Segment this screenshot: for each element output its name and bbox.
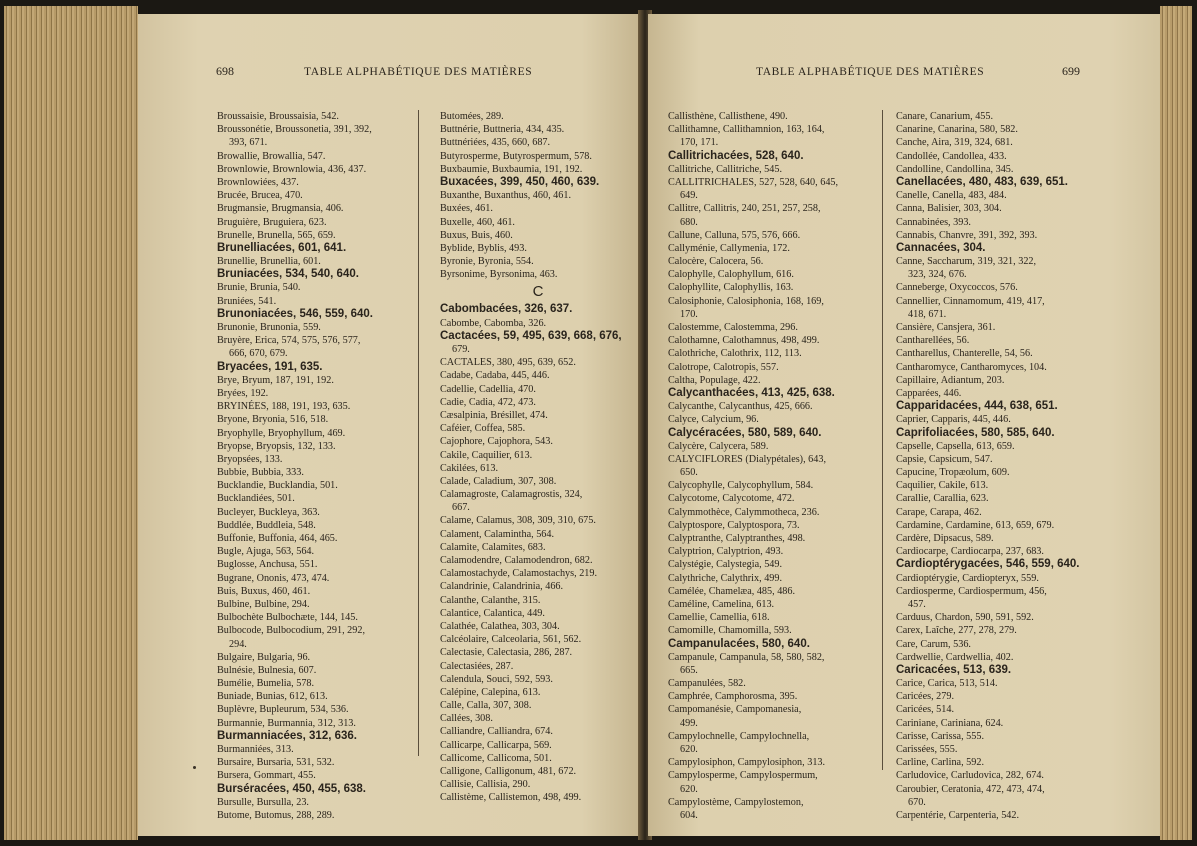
index-entry: Bryopse, Bryopsis, 132, 133. <box>217 440 336 452</box>
index-entry: Brunelliacées, 601, 641. <box>217 241 347 254</box>
index-entry: Canarine, Canarina, 580, 582. <box>896 124 1018 136</box>
index-entry: Cardwellie, Cardwellia, 402. <box>896 651 1014 663</box>
index-entry: Buxelle, 460, 461. <box>440 216 515 228</box>
index-entry: Bursera, Gommart, 455. <box>217 770 316 782</box>
index-entry: Bugrane, Ononis, 473, 474. <box>217 572 330 584</box>
index-entry: 650. <box>680 467 698 479</box>
index-entry: Cantharellus, Chanterelle, 54, 56. <box>896 348 1033 360</box>
index-entry: Cabombe, Cabomba, 326. <box>440 317 547 329</box>
index-entry: Carice, Carica, 513, 514. <box>896 678 998 690</box>
index-entry: Bumélie, Bumelia, 578. <box>217 678 315 690</box>
index-entry: Bryopsées, 133. <box>217 453 283 465</box>
index-entry: Capsie, Capsicum, 547. <box>896 453 993 465</box>
index-entry: Canelle, Canella, 483, 484. <box>896 190 1007 202</box>
index-entry: Campylochnelle, Campylochnella, <box>668 730 810 742</box>
index-entry: Brunie, Brunia, 540. <box>217 282 301 294</box>
index-entry: Bryées, 192. <box>217 387 269 399</box>
index-entry: Callisie, Callisia, 290. <box>440 779 531 791</box>
index-entry: Capillaire, Adiantum, 203. <box>896 374 1005 386</box>
index-entry: Cardiosperme, Cardiospermum, 456, <box>896 585 1047 597</box>
index-entry: CACTALES, 380, 495, 639, 652. <box>440 357 576 369</box>
index-entry: Brunellie, Brunellia, 601. <box>217 256 321 268</box>
index-entry: Campanule, Campanula, 58, 580, 582, <box>668 651 825 663</box>
index-entry: CALLITRICHALES, 527, 528, 640, 645, <box>668 176 839 188</box>
right-page <box>648 14 1160 836</box>
index-entry: Cakile, Caquilier, 613. <box>440 449 533 461</box>
index-entry: Caféier, Coffea, 585. <box>440 423 526 435</box>
index-entry: 649. <box>680 190 698 202</box>
index-entry: Calyptrion, Calyptrion, 493. <box>668 546 784 558</box>
index-entry: Camphrée, Camphorosma, 395. <box>668 691 798 703</box>
index-entry: Brownlowie, Brownlowia, 436, 437. <box>217 163 367 175</box>
index-entry: Cardioptérygacées, 546, 559, 640. <box>896 558 1080 571</box>
index-entry: Cactacées, 59, 495, 639, 668, 676, <box>440 329 622 342</box>
index-entry: Caltha, Populage, 422. <box>668 374 761 386</box>
index-entry: Calocère, Calocera, 56. <box>668 256 764 268</box>
index-entry: Canna, Balisier, 303, 304. <box>896 203 1002 215</box>
index-entry: Calament, Calamintha, 564. <box>440 528 555 540</box>
index-entry: Calycotome, Calycotome, 472. <box>668 493 795 505</box>
index-entry: Campanulées, 582. <box>668 678 746 690</box>
index-entry: Callicarpe, Callicarpa, 569. <box>440 739 552 751</box>
index-entry: Callisthène, Callisthene, 490. <box>668 111 788 122</box>
index-entry: Camélée, Chamelæa, 485, 486. <box>668 585 796 597</box>
index-entry: Calothamne, Calothamnus, 498, 499. <box>668 335 820 347</box>
index-entry: Cannabinées, 393. <box>896 216 971 228</box>
index-entry: Caricées, 279. <box>896 691 954 703</box>
index-entry: Butome, Butomus, 288, 289. <box>217 809 335 821</box>
index-entry: Cadie, Cadia, 472, 473. <box>440 396 536 408</box>
index-entry: 667. <box>452 502 470 514</box>
index-entry: Carpentérie, Carpenteria, 542. <box>896 809 1020 821</box>
index-entry: Cannellier, Cinnamomum, 419, 417, <box>896 295 1045 307</box>
index-entry: Cabombacées, 326, 637. <box>440 303 573 316</box>
index-entry: Bryacées, 191, 635. <box>217 360 323 373</box>
index-entry: Bucklandie, Bucklandia, 501. <box>217 480 338 492</box>
index-entry: Buffonie, Buffonia, 464, 465. <box>217 533 338 544</box>
right-col-1 <box>668 110 878 822</box>
index-entry: Campomanésie, Campomanesia, <box>668 704 802 716</box>
index-entry: Carex, Laîche, 277, 278, 279. <box>896 625 1017 637</box>
index-entry: Calamagroste, Calamagrostis, 324, <box>440 489 583 501</box>
index-entry: Butyrosperme, Butyrospermum, 578. <box>440 150 592 162</box>
index-entry: Calycéracées, 580, 589, 640. <box>668 426 822 439</box>
index-entry: Carludovice, Carludovica, 282, 674. <box>896 770 1044 782</box>
left-column-rule <box>418 110 419 756</box>
index-entry: Burmanniées, 313. <box>217 744 294 755</box>
ink-mark <box>193 766 196 769</box>
index-entry: Calythriche, Calythrix, 499. <box>668 572 783 584</box>
right-col-2 <box>896 110 1128 822</box>
index-entry: Caprier, Capparis, 445, 446. <box>896 414 1011 426</box>
index-entry: Buglosse, Anchusa, 551. <box>217 559 318 571</box>
index-entry: Carissées, 555. <box>896 744 958 755</box>
index-entry: Caquilier, Cakile, 613. <box>896 480 989 492</box>
index-entry: Browallie, Browallia, 547. <box>217 150 326 162</box>
index-entry: Burmanniacées, 312, 636. <box>217 729 357 742</box>
index-entry: Buxanthe, Buxanthus, 460, 461. <box>440 190 572 202</box>
index-entry: Bucklandiées, 501. <box>217 493 295 505</box>
index-entry: Calamite, Calamites, 683. <box>440 541 546 553</box>
index-entry: Canare, Canarium, 455. <box>896 111 994 122</box>
left-page <box>138 14 642 836</box>
index-entry: Bulbochète Bulbochæte, 144, 145. <box>217 612 358 624</box>
index-entry: Bursulle, Bursulla, 23. <box>217 796 309 808</box>
index-entry: Calépine, Calepina, 613. <box>440 686 541 698</box>
index-entry: Calyptospore, Calyptospora, 73. <box>668 519 800 531</box>
index-entry: Bucleyer, Buckleya, 363. <box>217 506 320 518</box>
section-letter: C <box>532 283 544 301</box>
index-entry: 393, 671. <box>229 137 268 149</box>
index-entry: Bruniées, 541. <box>217 295 277 307</box>
index-entry: Calothriche, Calothrix, 112, 113. <box>668 348 802 360</box>
index-entry: Carape, Carapa, 462. <box>896 506 982 518</box>
index-entry: Canellacées, 480, 483, 639, 651. <box>896 175 1068 188</box>
index-entry: Bulbocode, Bulbocodium, 291, 292, <box>217 625 365 637</box>
index-entry: Byronie, Byronia, 554. <box>440 256 534 268</box>
index-entry: Callitrichacées, 528, 640. <box>668 149 804 162</box>
index-entry: Calosiphonie, Calosiphonia, 168, 169, <box>668 295 824 307</box>
index-entry: Cansière, Cansjera, 361. <box>896 322 996 333</box>
index-entry: Cannabis, Chanvre, 391, 392, 393. <box>896 229 1038 241</box>
index-entry: Campylostème, Campylostemon, <box>668 796 804 808</box>
index-entry: Calycophylle, Calycophyllum, 584. <box>668 480 814 492</box>
index-entry: Calandrinie, Calandrinia, 466. <box>440 581 564 593</box>
index-entry: 294. <box>229 638 247 650</box>
index-entry: 170. <box>680 308 698 320</box>
index-entry: Cardère, Dipsacus, 589. <box>896 533 994 544</box>
index-entry: Callithamne, Callithamnion, 163, 164, <box>668 124 825 136</box>
index-entry: Bubbie, Bubbia, 333. <box>217 467 304 479</box>
index-entry: Callune, Calluna, 575, 576, 666. <box>668 229 801 241</box>
index-entry: 170, 171. <box>680 137 719 149</box>
index-entry: Calligone, Calligonum, 481, 672. <box>440 766 577 777</box>
index-entry: Calamostachyde, Calamostachys, 219. <box>440 568 598 580</box>
index-entry: Candollée, Candollea, 433. <box>896 150 1007 162</box>
index-entry: Calymmothèce, Calymmotheca, 236. <box>668 506 820 518</box>
index-entry: Callées, 308. <box>440 713 493 725</box>
right-running-head: TABLE ALPHABÉTIQUE DES MATIÈRES <box>756 66 985 78</box>
index-entry: Caroubier, Ceratonia, 472, 473, 474, <box>896 783 1045 795</box>
index-entry: Bruniacées, 534, 540, 640. <box>217 268 359 281</box>
index-entry: Brucée, Brucea, 470. <box>217 190 303 202</box>
index-entry: Buis, Buxus, 460, 461. <box>217 585 311 597</box>
index-entry: Cadabe, Cadaba, 445, 446. <box>440 370 550 382</box>
index-entry: Buplèvre, Bupleurum, 534, 536. <box>217 704 349 716</box>
index-entry: Cantharellées, 56. <box>896 335 970 347</box>
index-entry: Cajophore, Cajophora, 543. <box>440 436 553 448</box>
index-entry: Byrsonime, Byrsonima, 463. <box>440 269 558 281</box>
index-entry: Calectasiées, 287. <box>440 660 514 672</box>
left-running-head: TABLE ALPHABÉTIQUE DES MATIÈRES <box>304 66 533 78</box>
index-entry: Camellie, Camellia, 618. <box>668 612 770 624</box>
index-entry: Calade, Caladium, 307, 308. <box>440 475 557 487</box>
index-entry: Brunelle, Brunella, 565, 659. <box>217 229 336 241</box>
right-page-number: 699 <box>1062 64 1080 78</box>
index-entry: BRYINÉES, 188, 191, 193, 635. <box>217 401 351 413</box>
index-entry: Broussaisie, Broussaisia, 542. <box>217 111 339 122</box>
right-column-rule <box>882 110 883 770</box>
left-col-1 <box>217 110 413 822</box>
index-entry: Buxus, Buis, 460. <box>440 229 513 241</box>
index-entry: Burséracées, 450, 455, 638. <box>217 782 366 795</box>
index-entry: Carduus, Chardon, 590, 591, 592. <box>896 612 1034 624</box>
index-entry: Bulnésie, Bulnesia, 607. <box>217 664 317 676</box>
index-entry: Callitriche, Callitriche, 545. <box>668 163 783 175</box>
index-entry: 665. <box>680 664 698 676</box>
index-entry: Cæsalpinia, Brésillet, 474. <box>440 409 548 421</box>
index-entry: 666, 670, 679. <box>229 348 288 360</box>
index-entry: Cannacées, 304. <box>896 241 986 254</box>
index-entry: Buniade, Bunias, 612, 613. <box>217 691 328 703</box>
index-entry: Cariniane, Cariniana, 624. <box>896 717 1004 729</box>
index-entry: Capparées, 446. <box>896 387 962 399</box>
index-entry: Canche, Aira, 319, 324, 681. <box>896 137 1013 149</box>
index-entry: Canneberge, Oxycoccos, 576. <box>896 282 1018 294</box>
index-entry: Caricées, 514. <box>896 704 954 716</box>
left-page-edges <box>4 6 138 840</box>
index-entry: 679. <box>452 344 470 355</box>
index-entry: Calycère, Calycera, 589. <box>668 440 769 452</box>
index-entry: Buxées, 461. <box>440 203 493 215</box>
index-entry: Calycanthe, Calycanthus, 425, 666. <box>668 401 813 413</box>
index-entry: Caprifoliacées, 580, 585, 640. <box>896 426 1055 439</box>
left-page-number: 698 <box>216 64 234 78</box>
index-entry: Calanthe, Calanthe, 315. <box>440 594 541 606</box>
index-entry: Capselle, Capsella, 613, 659. <box>896 440 1015 452</box>
index-entry: Calycanthacées, 413, 425, 638. <box>668 386 835 399</box>
index-entry: Callitre, Callitris, 240, 251, 257, 258, <box>668 203 821 215</box>
index-entry: Calame, Calamus, 308, 309, 310, 675. <box>440 515 596 527</box>
index-entry: Butomées, 289. <box>440 111 504 122</box>
index-entry: Carline, Carlina, 592. <box>896 757 984 769</box>
index-entry: Bulbine, Bulbine, 294. <box>217 598 310 610</box>
left-col-2 <box>440 110 636 805</box>
index-entry: Cardamine, Cardamine, 613, 659, 679. <box>896 519 1055 531</box>
index-entry: Caricacées, 513, 639. <box>896 663 1012 676</box>
index-entry: Bryophylle, Bryophyllum, 469. <box>217 427 346 439</box>
index-entry: Cakilées, 613. <box>440 462 499 474</box>
index-entry: Campylosperme, Campylospermum, <box>668 770 818 782</box>
index-entry: Calliandre, Calliandra, 674. <box>440 726 553 738</box>
index-entry: 620. <box>680 783 698 795</box>
index-entry: Brye, Bryum, 187, 191, 192. <box>217 374 334 386</box>
index-entry: Callistème, Callistemon, 498, 499. <box>440 792 582 804</box>
index-entry: Calostemme, Calostemma, 296. <box>668 322 798 333</box>
index-entry: 604. <box>680 809 698 821</box>
index-entry: Calophylle, Calophyllum, 616. <box>668 269 794 281</box>
index-entry: Buxacées, 399, 450, 460, 639. <box>440 175 600 188</box>
index-entry: 680. <box>680 216 698 228</box>
index-entry: Calamodendre, Calamodendron, 682. <box>440 555 593 566</box>
index-entry: Capucine, Tropæolum, 609. <box>896 467 1010 479</box>
index-entry: Bugle, Ajuga, 563, 564. <box>217 546 315 558</box>
index-entry: 457. <box>908 598 926 610</box>
index-entry: Camomille, Chamomilla, 593. <box>668 625 792 637</box>
index-entry: Calophyllite, Calophyllis, 163. <box>668 282 794 294</box>
index-entry: Brownlowiées, 437. <box>217 176 299 188</box>
index-entry: Bryone, Bryonia, 516, 518. <box>217 414 329 426</box>
index-entry: Calotrope, Calotropis, 557. <box>668 361 779 373</box>
index-entry: Brunonie, Brunonia, 559. <box>217 322 321 333</box>
index-entry: Cardiocarpe, Cardiocarpa, 237, 683. <box>896 546 1044 558</box>
index-entry: Bursaire, Bursaria, 531, 532. <box>217 757 335 769</box>
index-entry: Calathée, Calathea, 303, 304. <box>440 620 560 632</box>
index-entry: Bruguière, Bruguiera, 623. <box>217 216 327 228</box>
index-entry: Cantharomyce, Cantharomyces, 104. <box>896 361 1047 373</box>
index-entry: Brunoniacées, 546, 559, 640. <box>217 307 373 320</box>
index-entry: Candolline, Candollina, 345. <box>896 163 1014 175</box>
index-entry: Buttnérie, Buttneria, 434, 435. <box>440 124 565 136</box>
index-entry: 499. <box>680 717 698 729</box>
index-entry: Callicome, Callicoma, 501. <box>440 752 552 764</box>
index-entry: Buxbaumie, Buxbaumia, 191, 192. <box>440 163 583 175</box>
index-entry: Carallie, Carallia, 623. <box>896 493 989 505</box>
index-entry: 323, 324, 676. <box>908 269 967 281</box>
index-entry: Calyptranthe, Calyptranthes, 498. <box>668 533 806 544</box>
index-entry: Calyce, Calycium, 96. <box>668 414 759 426</box>
index-entry: 620. <box>680 744 698 755</box>
index-entry: Bulgaire, Bulgaria, 96. <box>217 651 311 663</box>
index-entry: CALYCIFLORES (Dialypétales), 643, <box>668 453 826 465</box>
index-entry: Cadellie, Cadellia, 470. <box>440 383 536 395</box>
index-entry: Carisse, Carissa, 555. <box>896 730 984 742</box>
index-entry: Calcéolaire, Calceolaria, 561, 562. <box>440 634 582 646</box>
index-entry: Buddlée, Buddleia, 548. <box>217 519 316 531</box>
index-entry: Cardioptérygie, Cardiopteryx, 559. <box>896 572 1039 584</box>
index-entry: Campanulacées, 580, 640. <box>668 637 810 650</box>
index-entry: Calle, Calla, 307, 308. <box>440 700 532 712</box>
index-entry: Calystégie, Calystegia, 549. <box>668 559 783 571</box>
index-entry: Buttnériées, 435, 660, 687. <box>440 137 551 149</box>
right-page-edges <box>1160 6 1192 840</box>
index-entry: Byblide, Byblis, 493. <box>440 242 527 254</box>
index-entry: Calendula, Souci, 592, 593. <box>440 673 553 685</box>
index-entry: Calantice, Calantica, 449. <box>440 607 545 619</box>
index-entry: Bruyère, Erica, 574, 575, 576, 577, <box>217 335 361 347</box>
index-entry: 418, 671. <box>908 308 947 320</box>
index-entry: Brugmansie, Brugmansia, 406. <box>217 203 344 215</box>
index-entry: Caméline, Camelina, 613. <box>668 598 775 610</box>
index-entry: 670. <box>908 796 926 808</box>
index-entry: Canne, Saccharum, 319, 321, 322, <box>896 256 1037 268</box>
index-entry: Capparidacées, 444, 638, 651. <box>896 400 1058 413</box>
index-entry: Broussonétie, Broussonetia, 391, 392, <box>217 124 372 136</box>
index-entry: Callyménie, Callymenia, 172. <box>668 242 790 254</box>
index-entry: Calectasie, Calectasia, 286, 287. <box>440 647 573 659</box>
index-entry: Campylosiphon, Campylosiphon, 313. <box>668 757 826 769</box>
index-entry: Burmannie, Burmannia, 312, 313. <box>217 717 356 729</box>
index-entry: Care, Carum, 536. <box>896 638 971 650</box>
